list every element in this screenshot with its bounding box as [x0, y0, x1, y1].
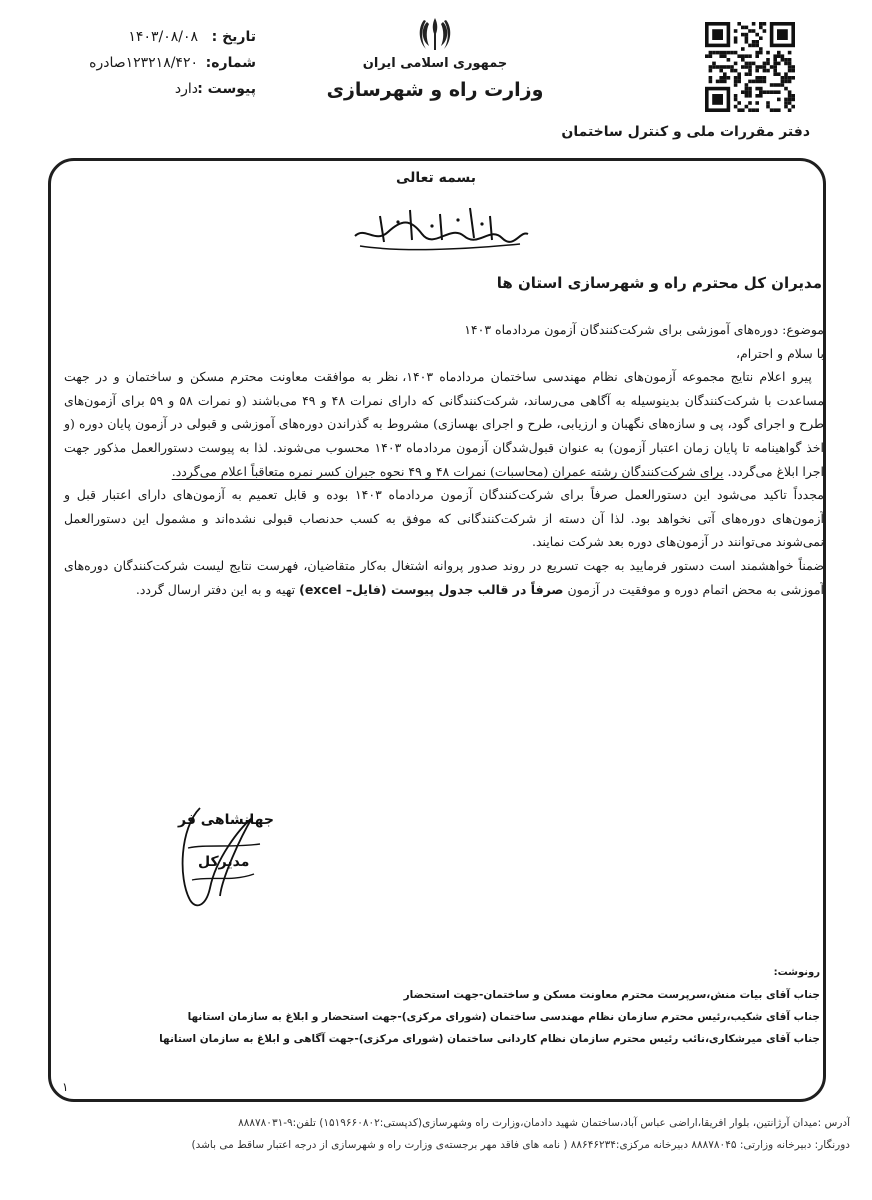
footer-address: آدرس :میدان آرژانتین، بلوار افریقا،اراضی عباس آباد،ساختمان شهید دادمان،وزارت راه وشهرسازی(کدپستی:۱۵۱۹۶۶۰۸۰۲) تلفن:۹-۸۸۸۷۸۰۳۱	[238, 1117, 850, 1129]
paragraph-3-end: تهیه و به این دفتر ارسال گردد.	[135, 581, 296, 597]
motto-calligraphy	[340, 196, 540, 256]
cc-label: رونوشت:	[773, 967, 820, 978]
cc-item: جناب آقای بیات منش،سرپرست محترم معاونت مسکن و ساختمان-جهت استحضار	[403, 989, 820, 1001]
subject-line: موضوع: دوره‌های آموزشی برای شرکت‌کنندگان آزمون مردادماه ۱۴۰۳	[464, 322, 824, 337]
paragraph-1	[64, 365, 824, 483]
paragraph-3-start: ضمناً خواهشمند است دستور فرمایید به جهت تسریع در روند صدور پروانه اشتغال به‌کار متقاضیان، فهرست نتایج لیست شرکت‌کنندگان دوره‌های آموزشی به محض اتمام دوره و موفقیت در آزمون	[64, 557, 824, 597]
letter-frame	[48, 158, 826, 1102]
attachment-label: پیوست :	[197, 81, 256, 97]
greeting: با سلام و احترام،	[735, 345, 824, 361]
cc-item: جناب آقای میرشکاری،نائب رئیس محترم سازمان نظام کاردانی ساختمان (شورای مرکزی)-جهت آگاهی و ابلاغ به سازمان استانها	[159, 1033, 820, 1045]
republic-title: جمهوری اسلامی ایران	[362, 56, 508, 71]
number-value: ۱۲۳۲۱۸/۴۲۰صادره	[89, 55, 198, 71]
footer	[20, 1112, 850, 1156]
page-number: ۱	[62, 1080, 69, 1094]
letter-body	[64, 318, 824, 601]
paragraph-3	[64, 554, 824, 601]
paragraph-1-underlined: برای شرکت‌کنندگان رشته عمران (محاسبات) نمرات ۴۸ و ۴۹ نحوه جبران کسر نمره متعاقباً اعلام می‌گردد.	[171, 463, 724, 479]
number-label: شماره:	[205, 55, 256, 71]
iran-emblem-icon	[415, 14, 455, 54]
signature	[170, 788, 280, 918]
paragraph-2: مجدداً تاکید می‌شود این دستورالعمل صرفاً برای شرکت‌کنندگان آزمون مردادماه ۱۴۰۳ بوده و قابل تعمیم به آزمون‌های دارای اعتبار قبل و آزمون‌های دوره‌های آتی نخواهد بود. لذا آن دسته از شرکت‌کنندگانی که موفق به کسب حدنصاب قبولی نشده‌اند و مشمول این دستورالعمل نمی‌شوند می‌توانند در آزمون‌های دوره بعد شرکت نمایند.	[64, 487, 824, 550]
attachment-row	[36, 76, 256, 102]
date-label: تاریخ :	[211, 29, 256, 45]
date-row	[36, 24, 256, 50]
addressee: مدیران کل محترم راه و شهرسازی استان ها	[496, 274, 822, 292]
ministry-title: وزارت راه و شهرسازی	[326, 79, 544, 101]
svg-text:جهانشاهی فر: جهانشاهی فر	[178, 812, 274, 828]
qr-code-icon	[705, 22, 795, 112]
date-value: ۱۴۰۳/۰۸/۰۸	[128, 29, 198, 45]
cc-list	[100, 962, 820, 1050]
paragraph-1-text: پیرو اعلام نتایج مجموعه آزمون‌های نظام مهندسی ساختمان مردادماه ۱۴۰۳، نظر به موافقت معاونت محترم مسکن و ساختمان و در جهت مساعدت با شرکت‌کنندگان بدینوسیله به آگاهی می‌رساند، شرکت‌کنندگانی که دارای نمرات ۴۸ و ۴۹ می‌باشند (و نمرات ۵۸ و ۵۹ برای آزمون‌های طرح و اجرای گود، پی و سازه‌های نگهبان و ارزیابی، طرح و اجرای بهسازی) مشروط به گذراندن دوره‌های آموزشی و قبولی در آزمون پایان دوره (و اخذ گواهینامه تا پایان زمان اعتبار آزمون) به عنوان قبول‌شدگان آزمون مردادماه ۱۴۰۳ محسوب می‌شوند. لذا به پیوست دستورالعمل مذکور جهت اجرا ابلاغ می‌گردد.	[64, 369, 825, 479]
svg-text:مدیرکل: مدیرکل	[198, 854, 250, 870]
attachment-value: دارد	[174, 81, 198, 97]
cc-item: جناب آقای شکیب،رئیس محترم سازمان نظام مهندسی ساختمان (شورای مرکزی)-جهت استحضار و ابلاغ به سازمان استانها	[187, 1011, 820, 1023]
letter-metadata	[36, 24, 256, 102]
invocation: بسمه تعالی	[395, 170, 477, 186]
office-name: دفتر مقررات ملی و کنترل ساختمان	[561, 124, 810, 140]
paragraph-3-bold: صرفاً در قالب جدول پیوست (فایل– excel)	[299, 581, 564, 597]
number-row	[36, 50, 256, 76]
footer-fax: دورنگار: دبیرخانه وزارتی: ۸۸۸۷۸۰۴۵ دبیرخانه مرکزی:۸۸۶۴۶۲۳۴ ( نامه های فاقد مهر برجسته‌ی وزارت راه و شهرسازی از درجه اعتبار ساقط می باشد)	[191, 1139, 850, 1151]
ministry-heading	[300, 14, 570, 101]
